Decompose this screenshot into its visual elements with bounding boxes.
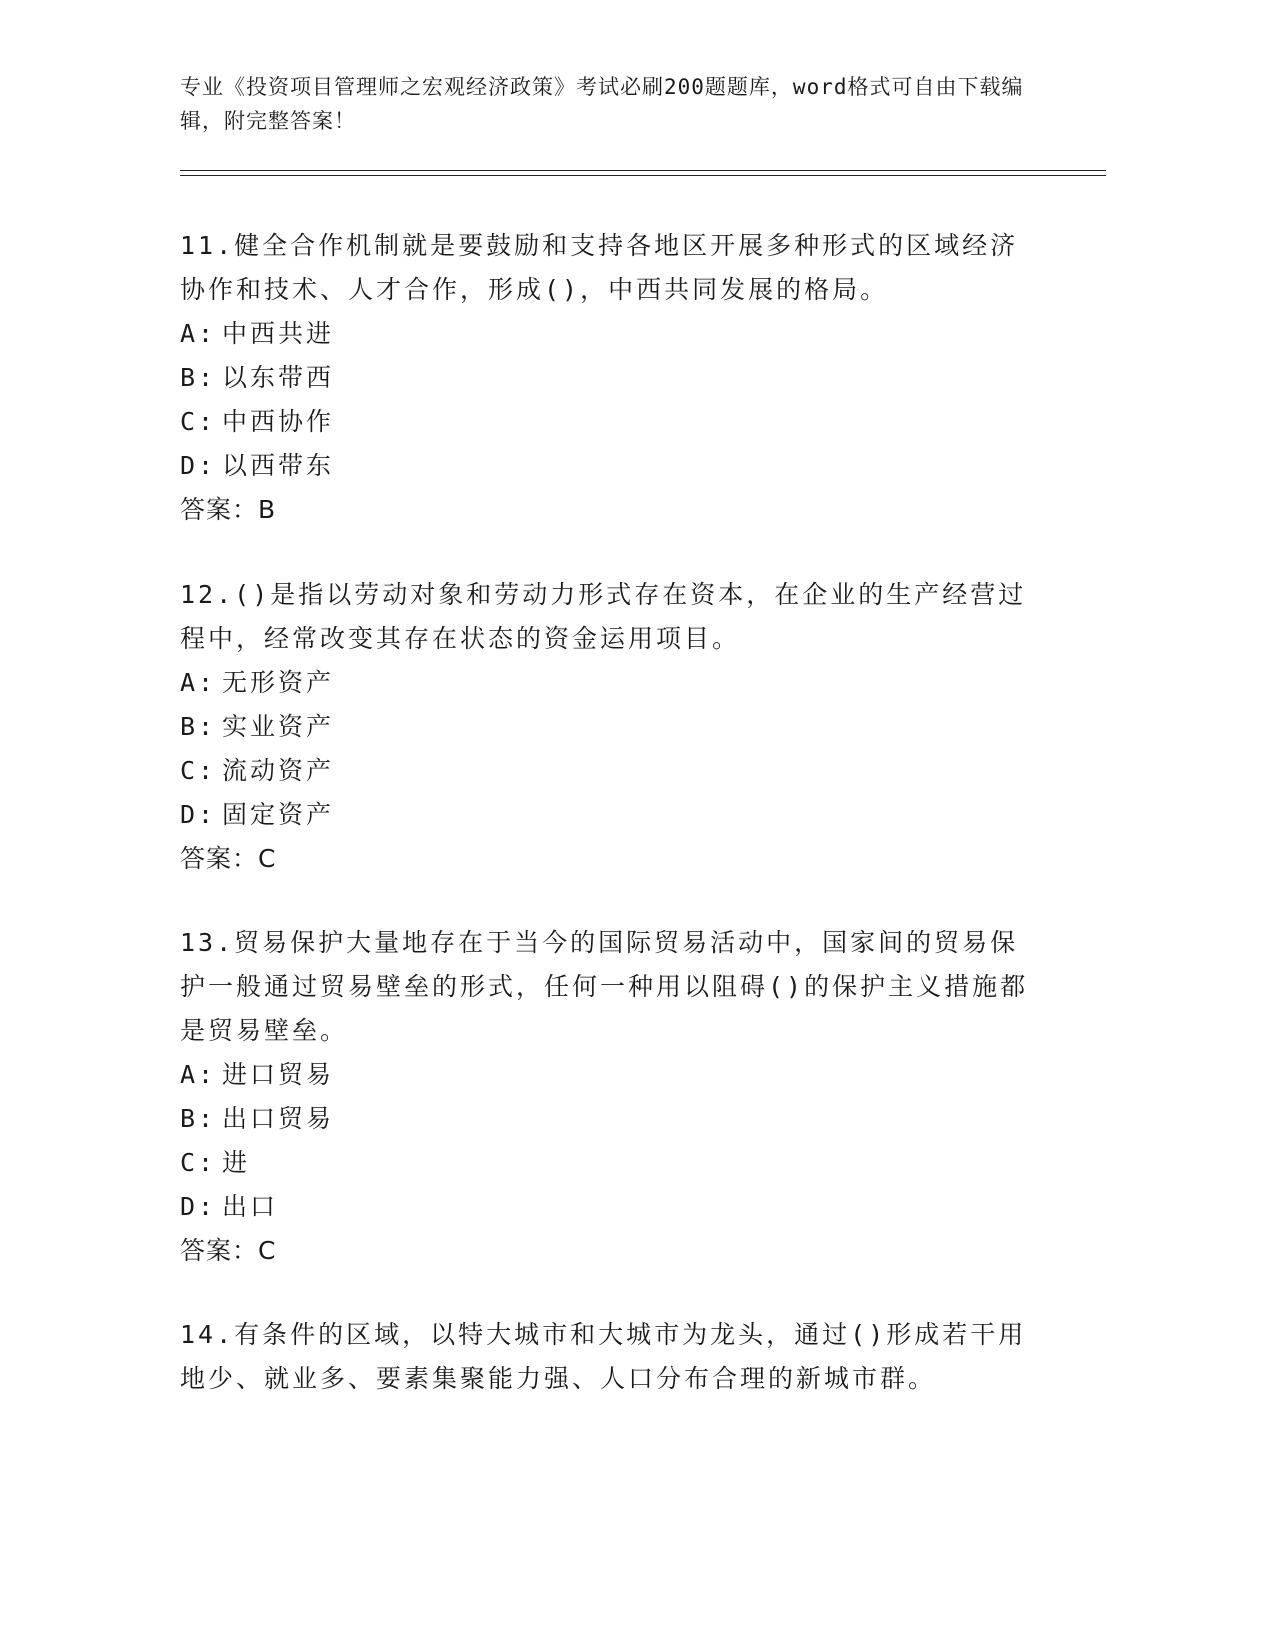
option-key: D: <box>180 451 217 480</box>
question-13 <box>180 921 1040 1273</box>
answer-line: 答案：C <box>180 1236 277 1265</box>
question-12 <box>180 573 1040 881</box>
question-stem: 13.贸易保护大量地存在于当今的国际贸易活动中，国家间的贸易保护一般通过贸易壁垒的形式，任何一种用以阻碍()的保护主义措施都是贸易壁垒。 <box>180 928 1029 1045</box>
header-divider-second <box>180 175 1106 176</box>
option-text: 进口贸易 <box>222 1060 335 1089</box>
option-text: 流动资产 <box>222 756 335 785</box>
option-d <box>180 1185 1040 1229</box>
option-d <box>180 793 1040 837</box>
option-key: C: <box>180 756 217 785</box>
document-header: 专业《投资项目管理师之宏观经济政策》考试必刷200题题库，word格式可自由下载编辑，附完整答案！ <box>180 75 1024 133</box>
option-a <box>180 661 1040 705</box>
option-key: B: <box>180 363 217 392</box>
option-a <box>180 312 1040 356</box>
question-11 <box>180 224 1040 532</box>
answer-line: 答案：B <box>180 495 277 524</box>
option-text: 中西协作 <box>222 407 335 436</box>
option-text: 中西共进 <box>222 319 335 348</box>
option-key: D: <box>180 1192 217 1221</box>
option-text: 进 <box>222 1148 251 1177</box>
option-text: 固定资产 <box>222 800 335 829</box>
option-d <box>180 444 1040 488</box>
option-key: C: <box>180 1148 217 1177</box>
option-c <box>180 749 1040 793</box>
header-divider <box>180 170 1106 171</box>
answer-line: 答案：C <box>180 844 277 873</box>
option-key: B: <box>180 712 217 741</box>
option-a <box>180 1053 1040 1097</box>
option-key: A: <box>180 319 217 348</box>
option-c <box>180 1141 1040 1185</box>
option-b <box>180 356 1040 400</box>
option-text: 出口 <box>222 1192 279 1221</box>
question-stem: 11.健全合作机制就是要鼓励和支持各地区开展多种形式的区域经济协作和技术、人才合作，形成()，中西共同发展的格局。 <box>180 231 1019 304</box>
option-key: A: <box>180 1060 217 1089</box>
option-b <box>180 705 1040 749</box>
option-text: 无形资产 <box>222 668 335 697</box>
option-text: 出口贸易 <box>222 1104 335 1133</box>
question-14 <box>180 1313 1040 1401</box>
option-text: 实业资产 <box>222 712 335 741</box>
question-stem: 14.有条件的区域，以特大城市和大城市为龙头，通过()形成若干用地少、就业多、要素集聚能力强、人口分布合理的新城市群。 <box>180 1320 1027 1393</box>
question-stem: 12.()是指以劳动对象和劳动力形式存在资本，在企业的生产经营过程中，经常改变其存在状态的资金运用项目。 <box>180 580 1027 653</box>
option-text: 以东带西 <box>222 363 335 392</box>
option-key: B: <box>180 1104 217 1133</box>
option-c <box>180 400 1040 444</box>
option-b <box>180 1097 1040 1141</box>
option-key: D: <box>180 800 217 829</box>
option-text: 以西带东 <box>222 451 335 480</box>
option-key: C: <box>180 407 217 436</box>
option-key: A: <box>180 668 217 697</box>
